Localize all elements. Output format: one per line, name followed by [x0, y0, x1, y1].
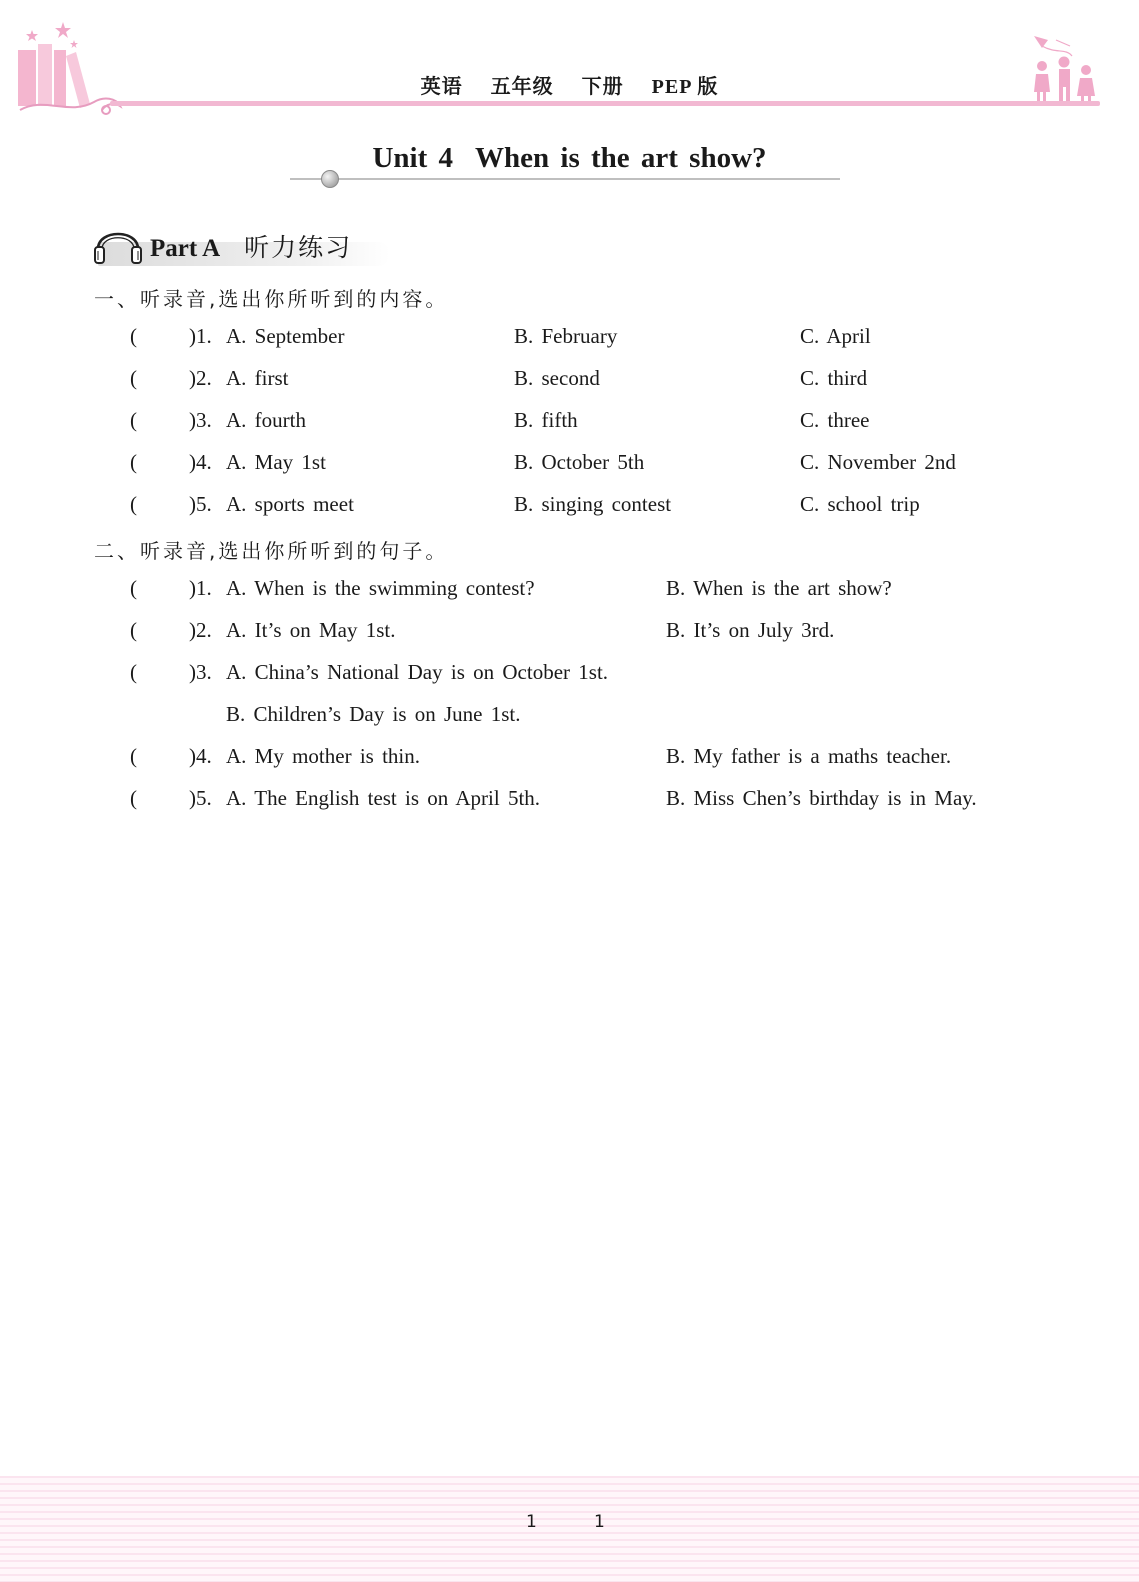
unit-name: When is the art show? — [475, 142, 767, 174]
question-number: )2. — [189, 618, 212, 642]
question-number: )4. — [189, 450, 212, 474]
question-number: )4. — [189, 744, 212, 768]
headphones-icon — [92, 219, 144, 267]
header-rule — [110, 101, 1100, 106]
option-b: B. Miss Chen’s birthday is in May. — [666, 786, 977, 810]
option-a: A. sports meet — [226, 492, 354, 516]
section1-heading: 一、听录音,选出你所听到的内容。 — [94, 287, 449, 311]
option-b: B. My father is a maths teacher. — [666, 744, 952, 768]
option-a: A. When is the swimming contest? — [226, 576, 535, 600]
question-number: )1. — [189, 576, 212, 600]
option-a: A. May 1st — [226, 450, 326, 474]
page-number-left: 1 — [526, 1512, 537, 1532]
header-volume: 下册 — [581, 76, 624, 98]
option-b: B. second — [514, 366, 600, 390]
option-b: B. October 5th — [514, 450, 645, 474]
answer-blank[interactable]: ( )5. — [130, 786, 212, 810]
question-number: )5. — [189, 492, 212, 516]
question-number: )2. — [189, 366, 212, 390]
unit-title — [0, 142, 1139, 175]
book-header — [0, 70, 1139, 99]
answer-blank[interactable]: ( )3. — [130, 408, 212, 432]
answer-blank[interactable]: ( )2. — [130, 366, 212, 390]
header-grade: 五年级 — [490, 76, 554, 98]
option-a: A. first — [226, 366, 289, 390]
option-b: B. fifth — [514, 408, 578, 432]
option-a: A. September — [226, 324, 345, 348]
answer-blank[interactable]: ( )3. — [130, 660, 212, 684]
answer-blank[interactable]: ( )1. — [130, 576, 212, 600]
unit-number: Unit 4 — [372, 142, 454, 174]
section2-heading: 二、听录音,选出你所听到的句子。 — [94, 539, 449, 563]
option-b: B. Children’s Day is on June 1st. — [226, 702, 521, 726]
question-number: )3. — [189, 408, 212, 432]
question-number: )3. — [189, 660, 212, 684]
answer-blank[interactable]: ( )4. — [130, 450, 212, 474]
option-a: A. It’s on May 1st. — [226, 618, 396, 642]
question-number: )1. — [189, 324, 212, 348]
answer-blank[interactable]: ( )1. — [130, 324, 212, 348]
question-number: )5. — [189, 786, 212, 810]
footer-wave-band — [0, 1476, 1139, 1582]
title-underline — [290, 178, 840, 180]
part-cn-label: 听力练习 — [244, 235, 353, 262]
option-a: A. My mother is thin. — [226, 744, 420, 768]
answer-blank[interactable]: ( )2. — [130, 618, 212, 642]
option-b: B. When is the art show? — [666, 576, 892, 600]
option-b: B. February — [514, 324, 618, 348]
option-c: C. November 2nd — [800, 450, 956, 474]
option-b: B. singing contest — [514, 492, 672, 516]
answer-blank[interactable]: ( )5. — [130, 492, 212, 516]
header-edition: PEP 版 — [651, 76, 719, 98]
part-heading — [150, 228, 352, 264]
books-decoration-icon — [14, 16, 126, 122]
answer-blank[interactable]: ( )4. — [130, 744, 212, 768]
header-subject: 英语 — [420, 76, 463, 98]
option-a: A. China’s National Day is on October 1st. — [226, 660, 609, 684]
option-a: A. fourth — [226, 408, 306, 432]
title-bullet-icon — [321, 170, 339, 188]
page-number-right: 1 — [594, 1512, 605, 1532]
option-a: A. The English test is on April 5th. — [226, 786, 541, 810]
option-c: C. school trip — [800, 492, 920, 516]
option-b: B. It’s on July 3rd. — [666, 618, 835, 642]
option-c: C. third — [800, 366, 868, 390]
option-c: C. three — [800, 408, 870, 432]
part-label: Part A — [150, 235, 221, 262]
option-c: C. April — [800, 324, 871, 348]
